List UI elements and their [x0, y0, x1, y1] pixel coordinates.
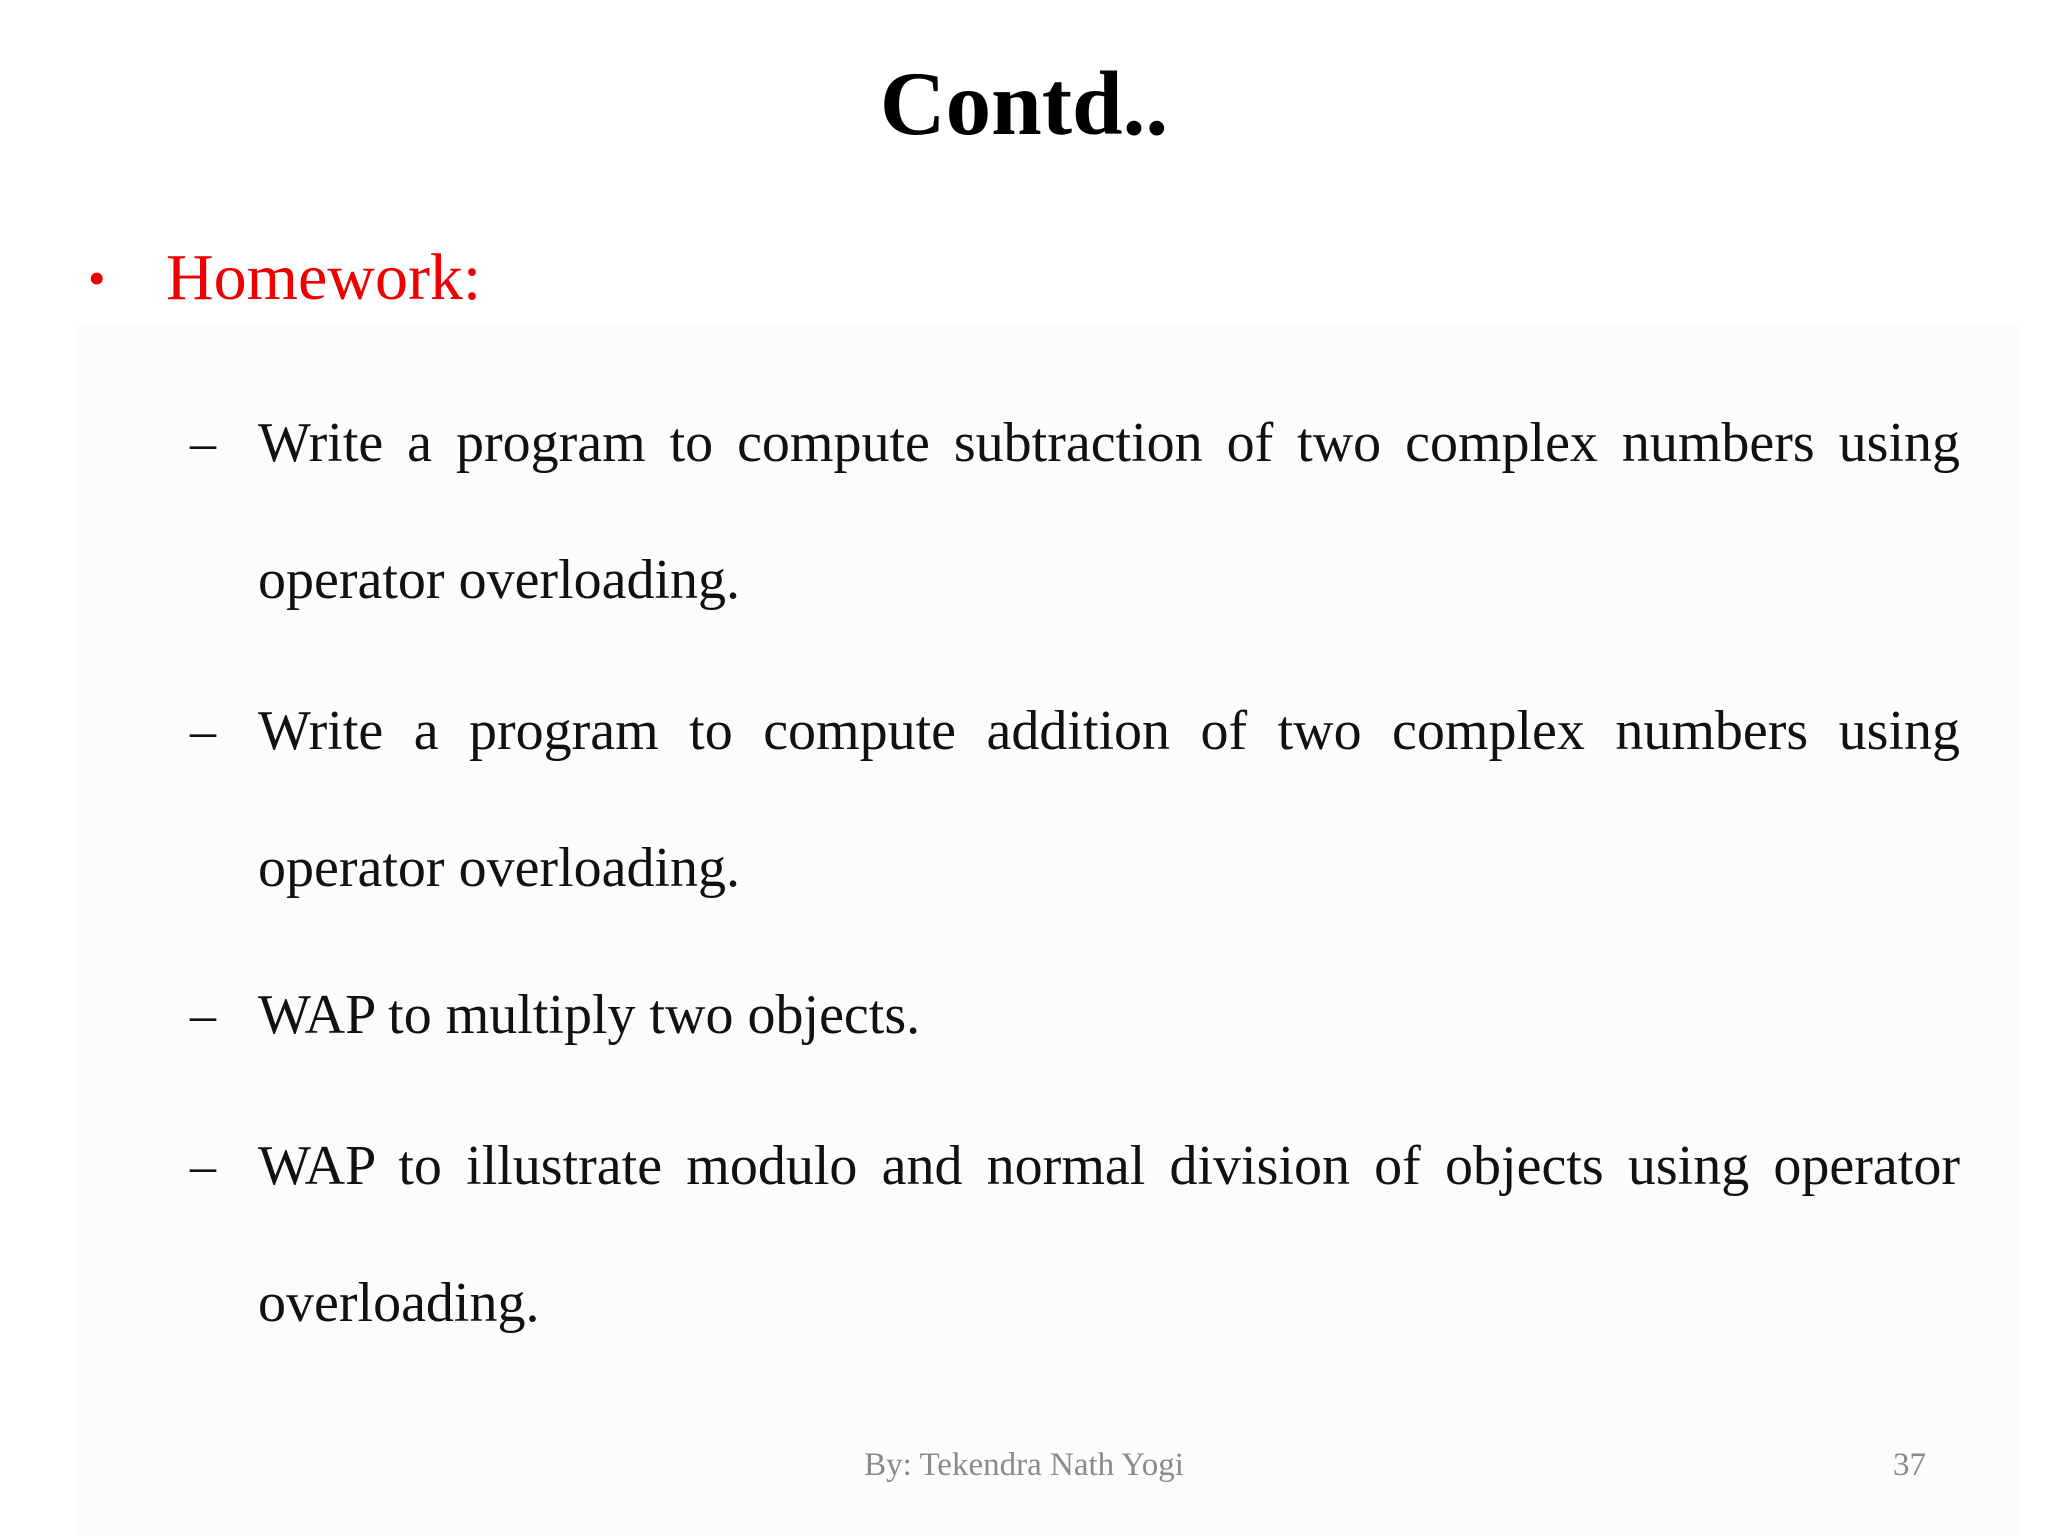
- homework-bullet: [88, 238, 481, 317]
- homework-item-text: Write a program to compute addition of two complex numbers using operator overloading.: [258, 700, 1960, 899]
- dash-icon: –: [190, 415, 216, 472]
- bullet-dot-icon: •: [88, 249, 106, 306]
- footer-author: By: Tekendra Nath Yogi: [864, 1447, 1184, 1483]
- dash-icon: –: [190, 1138, 216, 1195]
- homework-item: [190, 375, 1960, 649]
- page-number: 37: [1893, 1447, 1926, 1483]
- homework-label: Homework:: [166, 241, 482, 314]
- slide-title: Contd..: [879, 53, 1169, 154]
- homework-item: [190, 1098, 1960, 1372]
- homework-item: [190, 663, 1960, 937]
- homework-item: [190, 947, 1960, 1084]
- dash-icon: –: [190, 703, 216, 760]
- homework-item-text: Write a program to compute subtraction of two complex numbers using operator overloading.: [258, 412, 1960, 611]
- dash-icon: –: [190, 987, 216, 1044]
- homework-item-text: WAP to illustrate modulo and normal division of objects using operator overloading.: [258, 1135, 1960, 1334]
- homework-item-text: WAP to multiply two objects.: [258, 984, 921, 1046]
